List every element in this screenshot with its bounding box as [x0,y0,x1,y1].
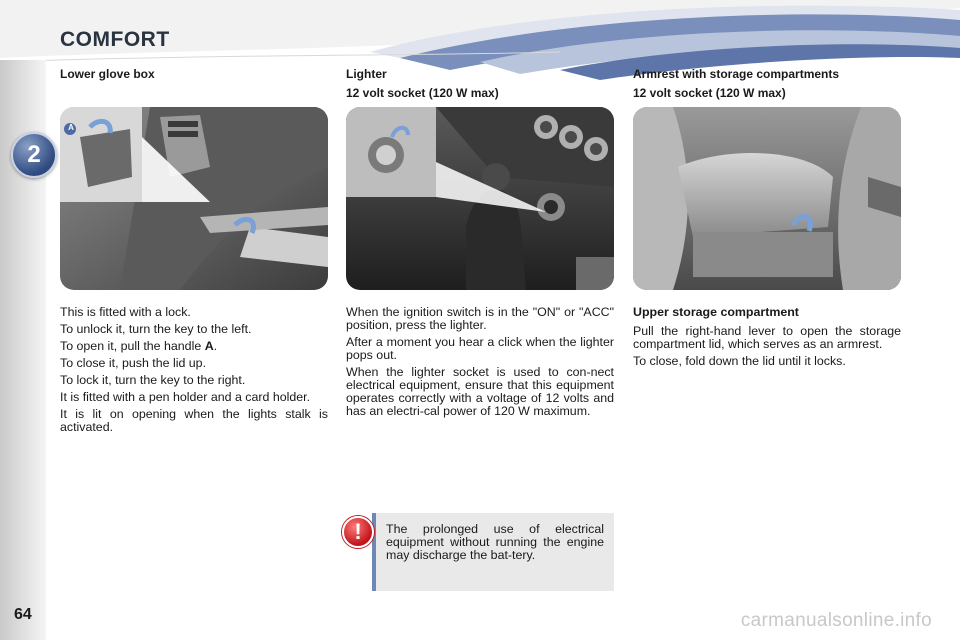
page-number: 64 [14,606,32,623]
paragraph: To close it, push the lid up. [60,356,207,370]
warning-text: The prolonged use of electrical equipment without running the engine may discharge the bat-tery. [386,522,604,562]
paragraph: To lock it, turn the key to the right. [60,373,246,387]
heading-lower-glove-box: Lower glove box [60,67,155,81]
chapter-number: 2 [27,141,41,168]
photo-armrest [633,107,901,290]
heading-lighter-subtitle: 12 volt socket (120 W max) [346,86,499,100]
photo-lighter [346,107,614,290]
heading-armrest-subtitle: 12 volt socket (120 W max) [633,86,786,100]
heading-armrest-title: Armrest with storage compartments [633,67,840,81]
paragraph: To unlock it, turn the key to the left. [60,322,252,336]
glove-box-text [60,306,328,438]
lighter-text [346,306,614,422]
armrest-text [633,306,901,372]
section-title-upper-storage: Upper storage compartment [633,305,799,319]
paragraph: After a moment you hear a click when the lighter pops out. [346,335,614,362]
paragraph: To open it, pull the handle A. [60,339,218,353]
page-title: COMFORT [60,28,170,51]
handle-letter: A [204,339,214,353]
paragraph: It is fitted with a pen holder and a card holder. [60,390,311,404]
paragraph: It is lit on opening when the lights stalk is activated. [60,407,328,434]
heading-armrest [633,65,839,103]
watermark: carmanualsonline.info [740,610,932,631]
warning-symbol: ! [354,519,362,544]
exclamation-icon [342,516,374,548]
paragraph: When the lighter socket is used to con-nect electrical equipment, ensure that this equipment operates correctly with a voltage of 12 volts and has an electri-cal power of 120 W maximum. [346,365,614,418]
paragraph: This is fitted with a lock. [60,305,191,319]
chapter-badge [11,132,57,178]
paragraph: Pull the right-hand lever to open the storage compartment lid, which serves as an armrest. [633,324,901,351]
paragraph-text: To open it, pull the handle [60,339,202,353]
photo-glove-box [60,107,328,290]
paragraph: To close, fold down the lid until it locks. [633,354,846,368]
callout-letter: A [68,123,74,132]
paragraph: When the ignition switch is in the "ON" or "ACC" position, press the lighter. [346,305,614,332]
heading-lighter-title: Lighter [346,67,387,81]
heading-lighter [346,65,499,103]
